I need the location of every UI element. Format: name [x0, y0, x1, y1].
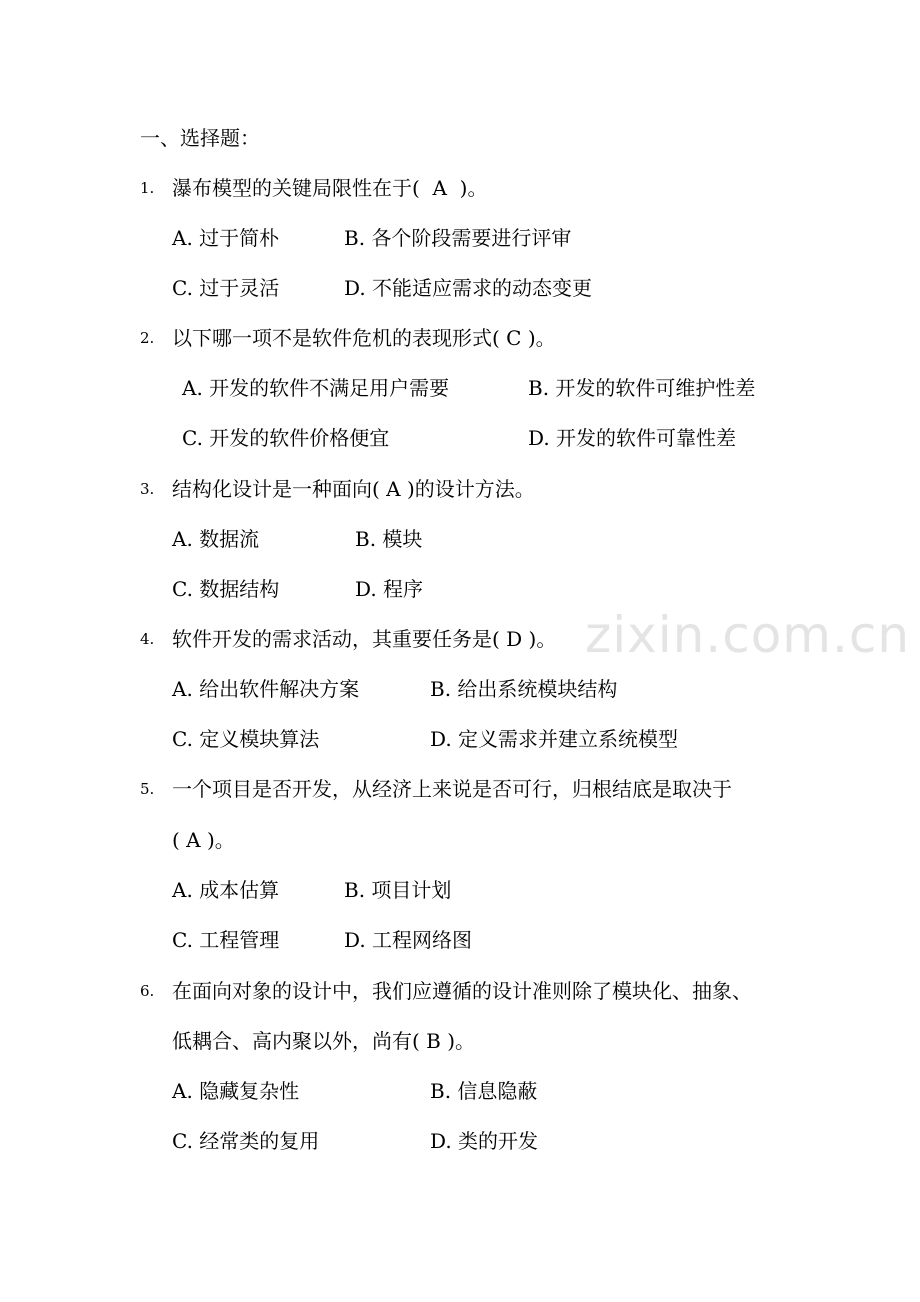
question-text: 软件开发的需求活动，其重要任务是( D )。 [172, 627, 557, 651]
option-c: C. 工程管理 [172, 928, 280, 952]
option-b: B. 给出系统模块结构 [430, 677, 618, 701]
question-text: 瀑布模型的关键局限性在于( A )。 [172, 176, 488, 200]
option-d: D. 定义需求并建立系统模型 [430, 727, 679, 751]
option-d: D. 类的开发 [430, 1129, 539, 1153]
option-c: C. 数据结构 [172, 577, 280, 601]
option-a: A. 隐藏复杂性 [172, 1079, 300, 1103]
question-text: 在面向对象的设计中，我们应遵循的设计准则除了模块化、抽象、 [172, 979, 752, 1003]
option-d: D. 开发的软件可靠性差 [528, 426, 737, 450]
question-text-continued: ( A )。 [172, 828, 235, 852]
question-number: 5. [140, 780, 155, 798]
option-a: A. 开发的软件不满足用户需要 [182, 376, 450, 400]
option-a: A. 过于简朴 [172, 226, 280, 250]
option-a: A. 数据流 [172, 527, 260, 551]
option-d: D. 不能适应需求的动态变更 [344, 276, 593, 300]
question-text: 以下哪一项不是软件危机的表现形式( C )。 [172, 326, 556, 350]
option-c: C. 经常类的复用 [172, 1129, 320, 1153]
option-b: B. 各个阶段需要进行评审 [344, 226, 572, 250]
question-text: 一个项目是否开发，从经济上来说是否可行，归根结底是取决于 [172, 777, 732, 801]
question-number: 6. [140, 982, 155, 1000]
option-b: B. 模块 [355, 527, 423, 551]
question-number: 4. [140, 630, 155, 648]
option-c: C. 开发的软件价格便宜 [182, 426, 390, 450]
question-number: 3. [140, 480, 155, 498]
option-d: D. 工程网络图 [344, 928, 473, 952]
option-d: D. 程序 [355, 577, 424, 601]
option-b: B. 开发的软件可维护性差 [528, 376, 756, 400]
option-b: B. 项目计划 [344, 878, 452, 902]
question-text: 结构化设计是一种面向( A )的设计方法。 [172, 477, 535, 501]
option-a: A. 成本估算 [172, 878, 280, 902]
option-c: C. 定义模块算法 [172, 727, 320, 751]
watermark: zixin.com.cn [585, 606, 911, 664]
option-b: B. 信息隐蔽 [430, 1079, 538, 1103]
question-number: 1. [140, 179, 155, 197]
question-text-continued: 低耦合、高内聚以外，尚有( B )。 [172, 1029, 476, 1053]
section-title: 一、选择题： [140, 126, 260, 150]
option-a: A. 给出软件解决方案 [172, 677, 360, 701]
option-c: C. 过于灵活 [172, 276, 280, 300]
question-number: 2. [140, 329, 155, 347]
